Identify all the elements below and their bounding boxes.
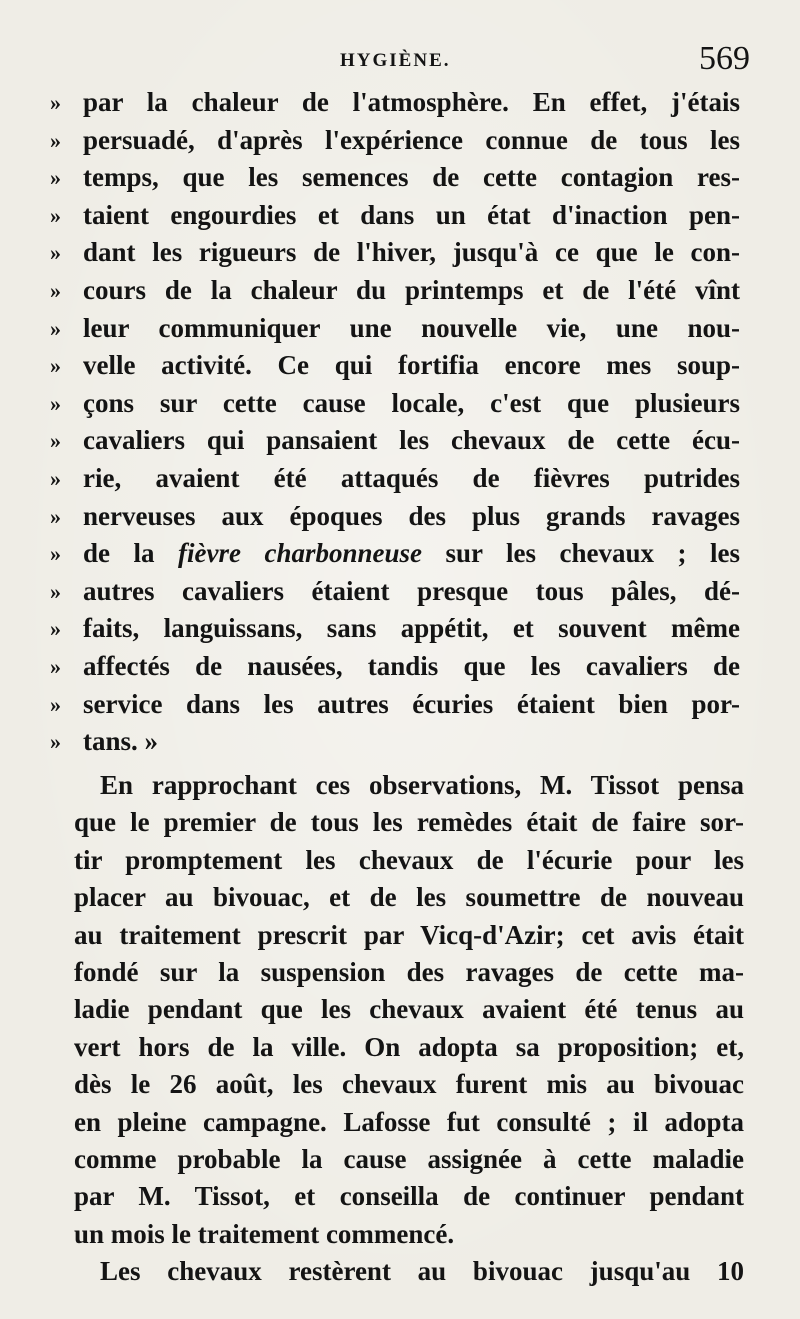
paragraph-line: un mois le traitement commencé. <box>74 1218 455 1249</box>
quote-text: faits, languissans, sans appétit, et souvent même <box>83 613 740 644</box>
quote-line <box>50 573 740 611</box>
paragraph-line: en pleine campagne. Lafosse fut consulté ; il adopta <box>74 1106 744 1137</box>
quote-text-pre: de la <box>83 538 179 569</box>
quote-text-post: sur les chevaux ; les <box>422 538 740 569</box>
quote-mark: » <box>50 90 61 115</box>
quote-text: cavaliers qui pansaient les chevaux de cette écu- <box>83 425 740 456</box>
quote-mark: » <box>50 465 61 491</box>
quote-line <box>50 159 740 197</box>
quote-text: leur communiquer une nouvelle vie, une nou- <box>83 312 740 343</box>
quote-text: taient engourdies et dans un état d'inaction pen- <box>83 199 740 230</box>
quote-line <box>50 122 740 160</box>
quote-mark: » <box>50 616 61 642</box>
quote-line <box>50 535 740 573</box>
page-number: 569 <box>699 40 750 77</box>
quote-line <box>50 610 740 648</box>
paragraph-line: comme probable la cause assignée à cette maladie <box>74 1143 744 1174</box>
quote-text: persuadé, d'après l'expérience connue de tous les <box>83 124 740 155</box>
running-title: HYGIÈNE. <box>340 50 451 71</box>
quote-text: par la chaleur de l'atmosphère. En effet, j'étais <box>83 87 740 117</box>
quote-line <box>50 385 740 423</box>
quote-mark: » <box>50 390 61 416</box>
quote-mark: » <box>50 240 61 266</box>
quote-line <box>50 234 740 272</box>
paragraph-line: que le premier de tous les remèdes était de faire sor- <box>74 807 744 838</box>
quote-mark: » <box>50 653 61 679</box>
paragraph-line: Les chevaux restèrent au bivouac jusqu'au 10 <box>100 1256 744 1287</box>
paragraph-line: En rapprochant ces observations, M. Tissot pensa <box>100 770 744 800</box>
quote-text: service dans les autres écuries étaient bien por- <box>83 688 740 719</box>
quote-line <box>50 347 740 385</box>
quote-text: çons sur cette cause locale, c'est que plusieurs <box>83 387 740 418</box>
italic-term: fièvre charbonneuse <box>178 538 422 569</box>
quote-mark: » <box>50 428 61 454</box>
quote-text: tans. » <box>83 726 159 757</box>
quote-mark: » <box>50 202 61 228</box>
quote-mark: » <box>50 691 61 717</box>
quote-line <box>50 686 740 724</box>
quote-mark: » <box>50 353 61 379</box>
quote-text: rie, avaient été attaqués de fièvres putrides <box>83 462 740 493</box>
quote-text: nerveuses aux époques des plus grands ravages <box>83 500 740 531</box>
quote-text: temps, que les semences de cette contagion res- <box>83 162 740 193</box>
quote-mark: » <box>50 127 61 153</box>
quote-mark: » <box>50 503 61 529</box>
quote-line <box>50 498 740 536</box>
quote-text: affectés de nausées, tandis que les cavaliers de <box>83 650 740 681</box>
quote-text: dant les rigueurs de l'hiver, jusqu'à ce que le con- <box>83 237 740 268</box>
quote-mark: » <box>50 541 61 567</box>
quote-line <box>50 460 740 498</box>
paragraph-line: fondé sur la suspension des ravages de cette ma- <box>74 956 744 987</box>
quote-mark: » <box>50 165 61 191</box>
paragraph-line: tir promptement les chevaux de l'écurie pour les <box>74 844 744 875</box>
paragraph-line: placer au bivouac, et de les soumettre de nouveau <box>74 882 744 913</box>
quote-line <box>50 723 740 761</box>
quote-text: autres cavaliers étaient presque tous pâles, dé- <box>83 575 740 606</box>
quote-line <box>50 310 740 348</box>
quote-text: cours de la chaleur du printemps et de l'été vînt <box>83 274 740 305</box>
quote-mark: » <box>50 315 61 341</box>
quote-mark: » <box>50 578 61 604</box>
quoted-passage <box>50 84 740 761</box>
quote-text <box>83 535 740 573</box>
quote-line <box>50 422 740 460</box>
paragraph-line: au traitement prescrit par Vicq-d'Azir; cet avis était <box>74 919 744 950</box>
quote-line <box>50 84 740 122</box>
running-head <box>70 40 750 82</box>
quote-line <box>50 197 740 235</box>
paragraph-line: dès le 26 août, les chevaux furent mis au bivouac <box>74 1069 744 1100</box>
paragraph-line: vert hors de la ville. On adopta sa proposition; et, <box>74 1031 744 1062</box>
body-text <box>74 767 744 1290</box>
paragraph-line: par M. Tissot, et conseilla de continuer pendant <box>74 1181 744 1212</box>
quote-mark: » <box>50 277 61 303</box>
paragraph-line: ladie pendant que les chevaux avaient été tenus au <box>74 994 744 1025</box>
quote-line <box>50 272 740 310</box>
quote-mark: » <box>50 729 61 755</box>
quote-text: velle activité. Ce qui fortifia encore mes soup- <box>83 350 740 381</box>
quote-line <box>50 648 740 686</box>
